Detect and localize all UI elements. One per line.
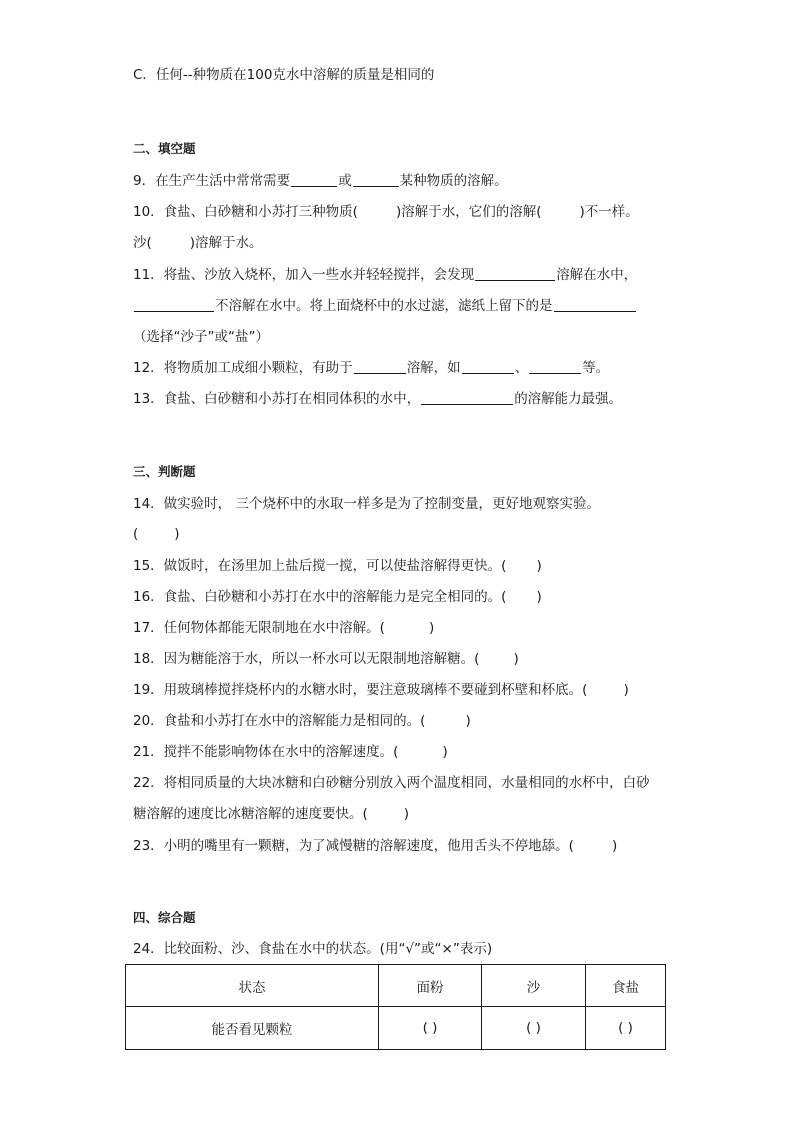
close-paren: ) (442, 744, 448, 760)
answer-blank[interactable] (554, 296, 636, 312)
question-11-line-1 (133, 265, 637, 285)
close-paren: ) (428, 620, 435, 636)
close-paren: ) (536, 589, 542, 605)
q9-text-a: 9．在生产生活中常常需要 (133, 173, 291, 189)
q17-text: 17．任何物体都能无限制地在水中溶解。( (133, 620, 385, 636)
q15-text: 15．做饭时，在汤里加上盐后搅一搅，可以使盐溶解得更快。( (133, 558, 507, 574)
table-answer-cell[interactable]: ( ) (482, 1007, 586, 1050)
close-paren: ) (403, 806, 410, 822)
question-12 (133, 358, 609, 378)
q16-text: 16．食盐、白砂糖和小苏打在水中的溶解能力是完全相同的。( (133, 589, 507, 605)
state-comparison-table (125, 964, 666, 1050)
question-22-line-1: 22．将相同质量的大块冰糖和白砂糖分别放入两个温度相同，水量相同的水杯中，白砂 (133, 775, 650, 791)
answer-blank[interactable] (421, 389, 513, 405)
table-cell-label: 能否看见颗粒 (126, 1007, 379, 1050)
q10-text-c: )不一样。 (579, 204, 639, 220)
question-10-line-1 (133, 202, 639, 222)
question-14-line-1: 14．做实验时， 三个烧杯中的水取一样多是为了控制变量，更好地观察实验。 (133, 496, 600, 512)
q22-text-b: 糖溶解的速度比冰糖溶解的速度要快。( (133, 806, 368, 822)
q23-text: 23．小明的嘴里有一颗糖，为了减慢糖的溶解速度，他用舌头不停地舔。( (133, 838, 574, 854)
question-20 (133, 711, 471, 731)
section-heading-comprehensive: 四、综合题 (133, 910, 196, 925)
answer-blank[interactable] (291, 171, 337, 187)
q11-text-c: 不溶解在水中。将上面烧杯中的水过滤，滤纸上留下的是 (215, 298, 553, 314)
answer-blank[interactable] (134, 296, 214, 312)
close-paren: ) (536, 558, 542, 574)
question-19 (133, 680, 629, 700)
question-22-line-2 (133, 804, 409, 824)
question-16 (133, 587, 542, 607)
question-11-line-2 (133, 296, 637, 316)
table-header-cell: 沙 (482, 965, 586, 1007)
question-9 (133, 171, 508, 191)
q10-text-e: )溶解于水。 (189, 235, 263, 251)
answer-blank[interactable] (354, 358, 406, 374)
question-14-line-2 (133, 524, 180, 544)
question-21 (133, 742, 448, 762)
question-10-line-2 (133, 233, 263, 253)
table-header-cell: 面粉 (379, 965, 482, 1007)
table-header-cell: 食盐 (586, 965, 666, 1007)
question-13 (133, 389, 622, 409)
q14-open-paren: ( (133, 526, 139, 542)
question-23 (133, 836, 617, 856)
question-17 (133, 618, 434, 638)
section-heading-true-false: 三、判断题 (133, 464, 196, 479)
close-paren: ) (465, 713, 471, 729)
close-paren: ) (623, 682, 629, 698)
q9-text-b: 或 (338, 173, 352, 189)
q10-text-a: 10．食盐、白砂糖和小苏打三种物质( (133, 204, 358, 220)
q18-text: 18．因为糖能溶于水，所以一杯水可以无限制地溶解糖。( (133, 651, 480, 667)
q9-text-c: 某种物质的溶解。 (399, 173, 508, 189)
table-answer-cell[interactable]: ( ) (379, 1007, 482, 1050)
q13-text-a: 13．食盐、白砂糖和小苏打在相同体积的水中， (133, 391, 421, 407)
question-11-line-3: （选择“沙子”或“盐”） (133, 329, 269, 345)
q12-text-d: 等。 (582, 360, 610, 376)
q13-text-b: 的溶解能力最强。 (514, 391, 623, 407)
q10-text-d: 沙( (133, 235, 152, 251)
q10-text-b: )溶解于水，它们的溶解( (395, 204, 542, 220)
table-header-row (126, 965, 666, 1007)
q14-close-paren: ) (174, 526, 180, 542)
q19-text: 19．用玻璃棒搅拌烧杯内的水糖水时，要注意玻璃棒不要碰到杯壁和杯底。( (133, 682, 588, 698)
answer-blank[interactable] (475, 265, 555, 281)
q20-text: 20．食盐和小苏打在水中的溶解能力是相同的。( (133, 713, 426, 729)
q11-text-b: 溶解在水中， (556, 267, 638, 283)
table-row (126, 1007, 666, 1050)
q11-text-a: 11．将盐、沙放入烧杯，加入一些水并轻轻搅拌，会发现 (133, 267, 475, 283)
table-answer-cell[interactable]: ( ) (586, 1007, 666, 1050)
section-heading-fill-blank: 二、填空题 (133, 141, 196, 156)
table-header-cell: 状态 (126, 965, 379, 1007)
q12-text-b: 溶解，如 (406, 360, 461, 376)
question-8-option-c: C．任何--种物质在100克水中溶解的质量是相同的 (133, 67, 435, 83)
answer-blank[interactable] (353, 171, 399, 187)
question-18 (133, 649, 519, 669)
q12-text-a: 12．将物质加工成细小颗粒，有助于 (133, 360, 353, 376)
close-paren: ) (611, 838, 618, 854)
answer-blank[interactable] (529, 358, 581, 374)
question-24: 24．比较面粉、沙、食盐在水中的状态。(用“√”或“×”表示) (133, 941, 493, 957)
question-15 (133, 556, 542, 576)
answer-blank[interactable] (462, 358, 514, 374)
q21-text: 21．搅拌不能影响物体在水中的溶解速度。( (133, 744, 399, 760)
q12-text-c: 、 (514, 360, 529, 376)
close-paren: ) (513, 651, 519, 667)
